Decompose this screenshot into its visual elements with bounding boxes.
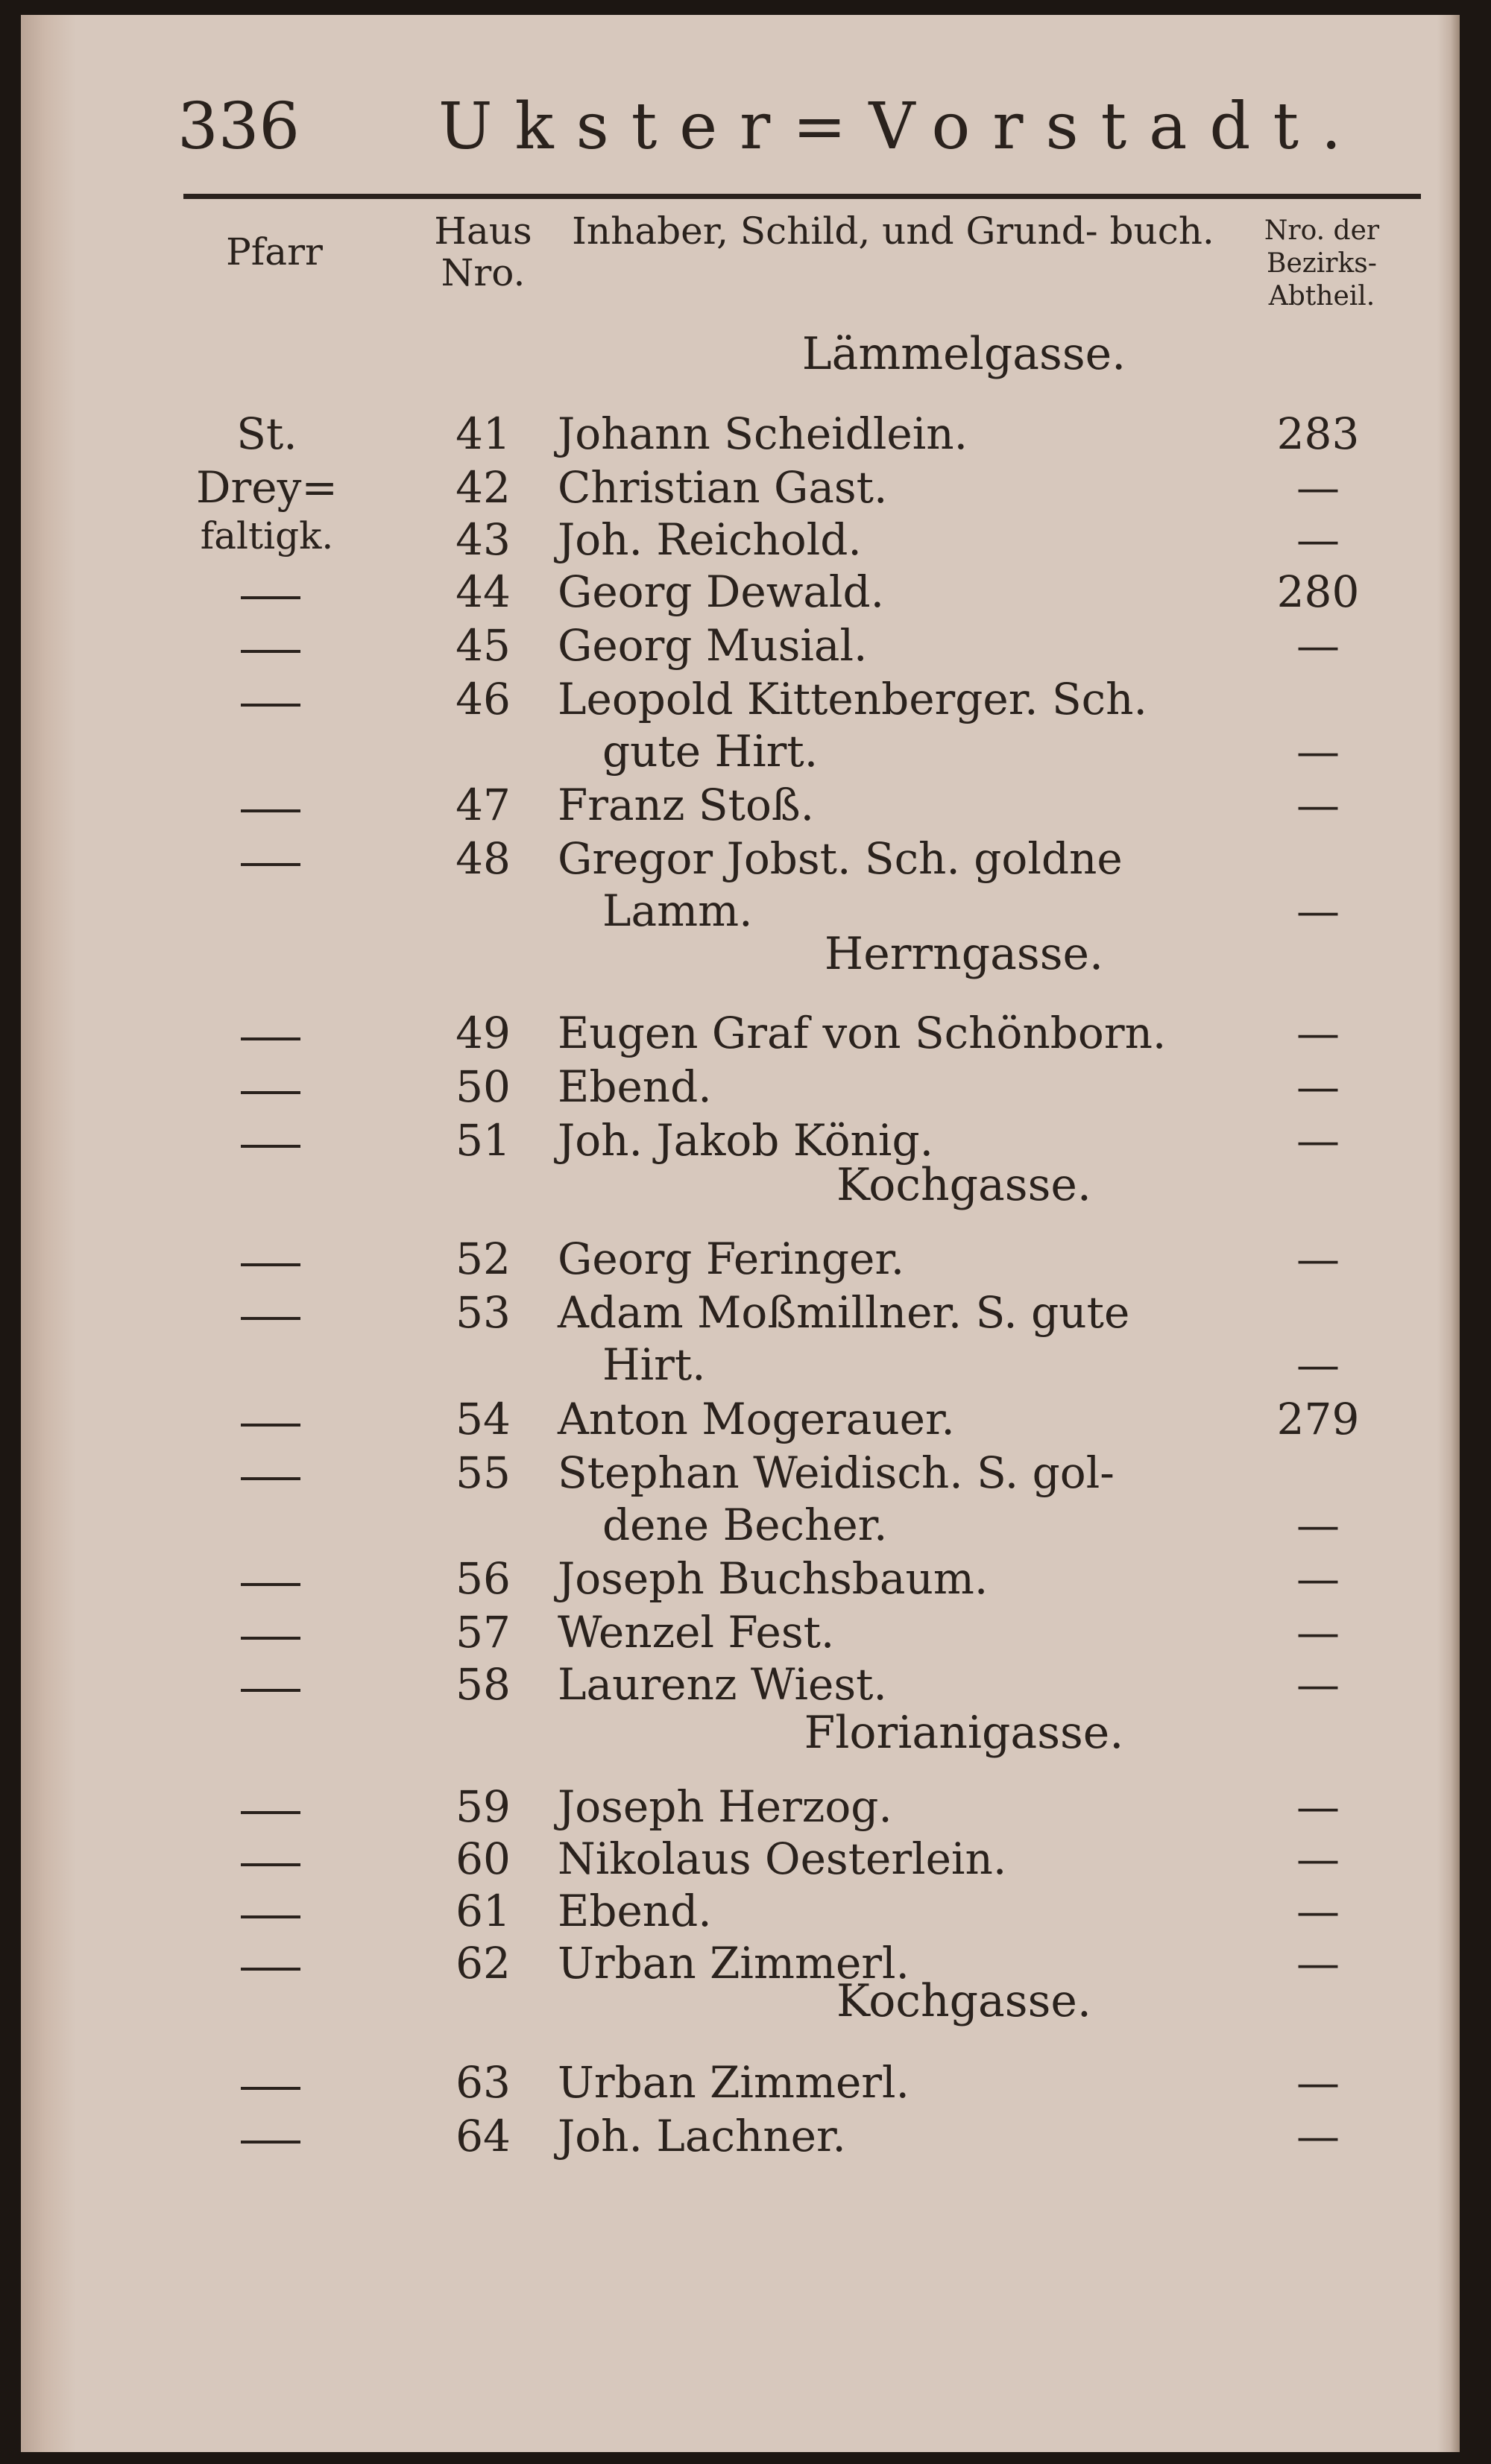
parish-ditto-mark — [241, 1637, 300, 1640]
house-number: 47 — [456, 780, 511, 830]
parish-ditto-mark — [241, 596, 300, 599]
parish-line3: faltigk. — [200, 514, 334, 557]
owner-name: Adam Moßmillner. S. gute — [558, 1287, 1130, 1338]
bezirk-number: — — [1296, 780, 1340, 830]
page-edge — [1437, 15, 1460, 2452]
owner-name: Ebend. — [558, 1061, 712, 1112]
house-number: 41 — [456, 408, 511, 459]
owner-continuation: Lamm. — [602, 885, 753, 936]
owner-name: Anton Mogerauer. — [558, 1394, 955, 1444]
book-page — [21, 15, 1460, 2452]
house-number: 63 — [456, 2057, 511, 2108]
bezirk-number: — — [1296, 620, 1340, 671]
street-name: Florianigasse. — [804, 1707, 1124, 1759]
house-number: 64 — [456, 2111, 511, 2161]
street-heading — [21, 1707, 1460, 1759]
house-number: 45 — [456, 620, 511, 671]
parish-ditto-mark — [241, 704, 300, 707]
bezirk-number: — — [1296, 1339, 1340, 1390]
owner-name: Stephan Weidisch. S. gol- — [558, 1447, 1115, 1498]
house-number: 55 — [456, 1447, 511, 1498]
owner-name: Ebend. — [558, 1886, 712, 1936]
owner-name: Joseph Herzog. — [558, 1781, 892, 1832]
parish-ditto-mark — [241, 1317, 300, 1320]
owner-name: Urban Zimmerl. — [558, 1938, 910, 1988]
parish-ditto-mark — [241, 1915, 300, 1918]
house-number: 51 — [456, 1115, 511, 1166]
page-binding — [21, 15, 76, 2452]
parish-ditto-mark — [241, 1583, 300, 1586]
house-number: 49 — [456, 1008, 511, 1058]
bezirk-number: — — [1296, 1233, 1340, 1284]
parish-line2: Drey= — [196, 462, 338, 513]
bezirk-number: — — [1296, 2111, 1340, 2161]
owner-name: Georg Dewald. — [558, 566, 885, 617]
parish-ditto-mark — [241, 1263, 300, 1266]
bezirk-number: — — [1296, 1781, 1340, 1832]
owner-name: Joh. Jakob König. — [558, 1115, 934, 1166]
owner-name: Franz Stoß. — [558, 780, 815, 830]
header-inhaber: Inhaber, Schild, und Grund- buch. — [572, 209, 1214, 253]
owner-name: Eugen Graf von Schönborn. — [558, 1008, 1167, 1058]
bezirk-number: — — [1296, 1553, 1340, 1604]
owner-name: Laurenz Wiest. — [558, 1659, 887, 1710]
house-number: 59 — [456, 1781, 511, 1832]
owner-name: Nikolaus Oesterlein. — [558, 1833, 1007, 1884]
owner-name: Urban Zimmerl. — [558, 2057, 910, 2108]
house-number: 43 — [456, 514, 511, 565]
house-number: 53 — [456, 1287, 511, 1338]
owner-name: Georg Feringer. — [558, 1233, 905, 1284]
house-number: 60 — [456, 1833, 511, 1884]
bezirk-number: — — [1296, 726, 1340, 777]
owner-continuation: gute Hirt. — [602, 726, 819, 777]
house-number: 44 — [456, 566, 511, 617]
parish-ditto-mark — [241, 1689, 300, 1692]
street-name: Kochgasse. — [836, 1159, 1091, 1211]
house-number: 61 — [456, 1886, 511, 1936]
bezirk-number: 283 — [1276, 408, 1360, 459]
running-title: Ukster=Vorstadt. — [438, 89, 1364, 164]
street-heading — [21, 328, 1460, 380]
parish-ditto-mark — [241, 863, 300, 866]
bezirk-number: — — [1296, 1061, 1340, 1112]
parish-ditto-mark — [241, 1424, 300, 1427]
owner-continuation: dene Becher. — [602, 1500, 888, 1550]
bezirk-number: — — [1296, 1833, 1340, 1884]
parish-ditto-mark — [241, 1863, 300, 1866]
house-number: 57 — [456, 1607, 511, 1658]
owner-continuation: Hirt. — [602, 1339, 706, 1390]
parish-ditto-mark — [241, 809, 300, 812]
bezirk-number: — — [1296, 462, 1340, 513]
street-name: Kochgasse. — [836, 1975, 1091, 2027]
bezirk-number: — — [1296, 1500, 1340, 1550]
bezirk-number: — — [1296, 2057, 1340, 2108]
parish-ditto-mark — [241, 650, 300, 653]
street-heading — [21, 1159, 1460, 1211]
house-number: 46 — [456, 674, 511, 724]
parish-ditto-mark — [241, 1037, 300, 1040]
parish-ditto-mark — [241, 2141, 300, 2144]
page-number: 336 — [177, 89, 300, 164]
owner-name: Joseph Buchsbaum. — [558, 1553, 989, 1604]
header-haus-nro: Haus Nro. — [434, 209, 532, 294]
parish-line1: St. — [236, 408, 297, 459]
parish-ditto-mark — [241, 2087, 300, 2090]
street-name: Herrngasse. — [824, 928, 1104, 980]
bezirk-number: — — [1296, 1659, 1340, 1710]
parish-ditto-mark — [241, 1811, 300, 1814]
house-number: 42 — [456, 462, 511, 513]
header-rule — [183, 194, 1421, 199]
bezirk-number: — — [1296, 1938, 1340, 1988]
header-bezirk: Nro. der Bezirks- Abtheil. — [1264, 215, 1380, 312]
parish-ditto-mark — [241, 1968, 300, 1971]
owner-name: Joh. Lachner. — [558, 2111, 846, 2161]
owner-name: Johann Scheidlein. — [558, 408, 968, 459]
owner-name: Gregor Jobst. Sch. goldne — [558, 833, 1123, 884]
bezirk-number: — — [1296, 1886, 1340, 1936]
house-number: 48 — [456, 833, 511, 884]
header-pfarr: Pfarr — [226, 230, 323, 274]
owner-name: Wenzel Fest. — [558, 1607, 835, 1658]
bezirk-number: — — [1296, 514, 1340, 565]
house-number: 50 — [456, 1061, 511, 1112]
house-number: 56 — [456, 1553, 511, 1604]
owner-name: Joh. Reichold. — [558, 514, 862, 565]
parish-ditto-mark — [241, 1477, 300, 1480]
street-name: Lämmelgasse. — [801, 328, 1126, 380]
house-number: 58 — [456, 1659, 511, 1710]
bezirk-number: — — [1296, 1008, 1340, 1058]
house-number: 54 — [456, 1394, 511, 1444]
bezirk-number: — — [1296, 885, 1340, 936]
bezirk-number: — — [1296, 1115, 1340, 1166]
owner-name: Georg Musial. — [558, 620, 868, 671]
bezirk-number: 279 — [1276, 1394, 1360, 1444]
house-number: 62 — [456, 1938, 511, 1988]
owner-name: Leopold Kittenberger. Sch. — [558, 674, 1147, 724]
owner-name: Christian Gast. — [558, 462, 888, 513]
bezirk-number: — — [1296, 1607, 1340, 1658]
bezirk-number: 280 — [1276, 566, 1360, 617]
parish-ditto-mark — [241, 1091, 300, 1094]
parish-ditto-mark — [241, 1145, 300, 1148]
house-number: 52 — [456, 1233, 511, 1284]
